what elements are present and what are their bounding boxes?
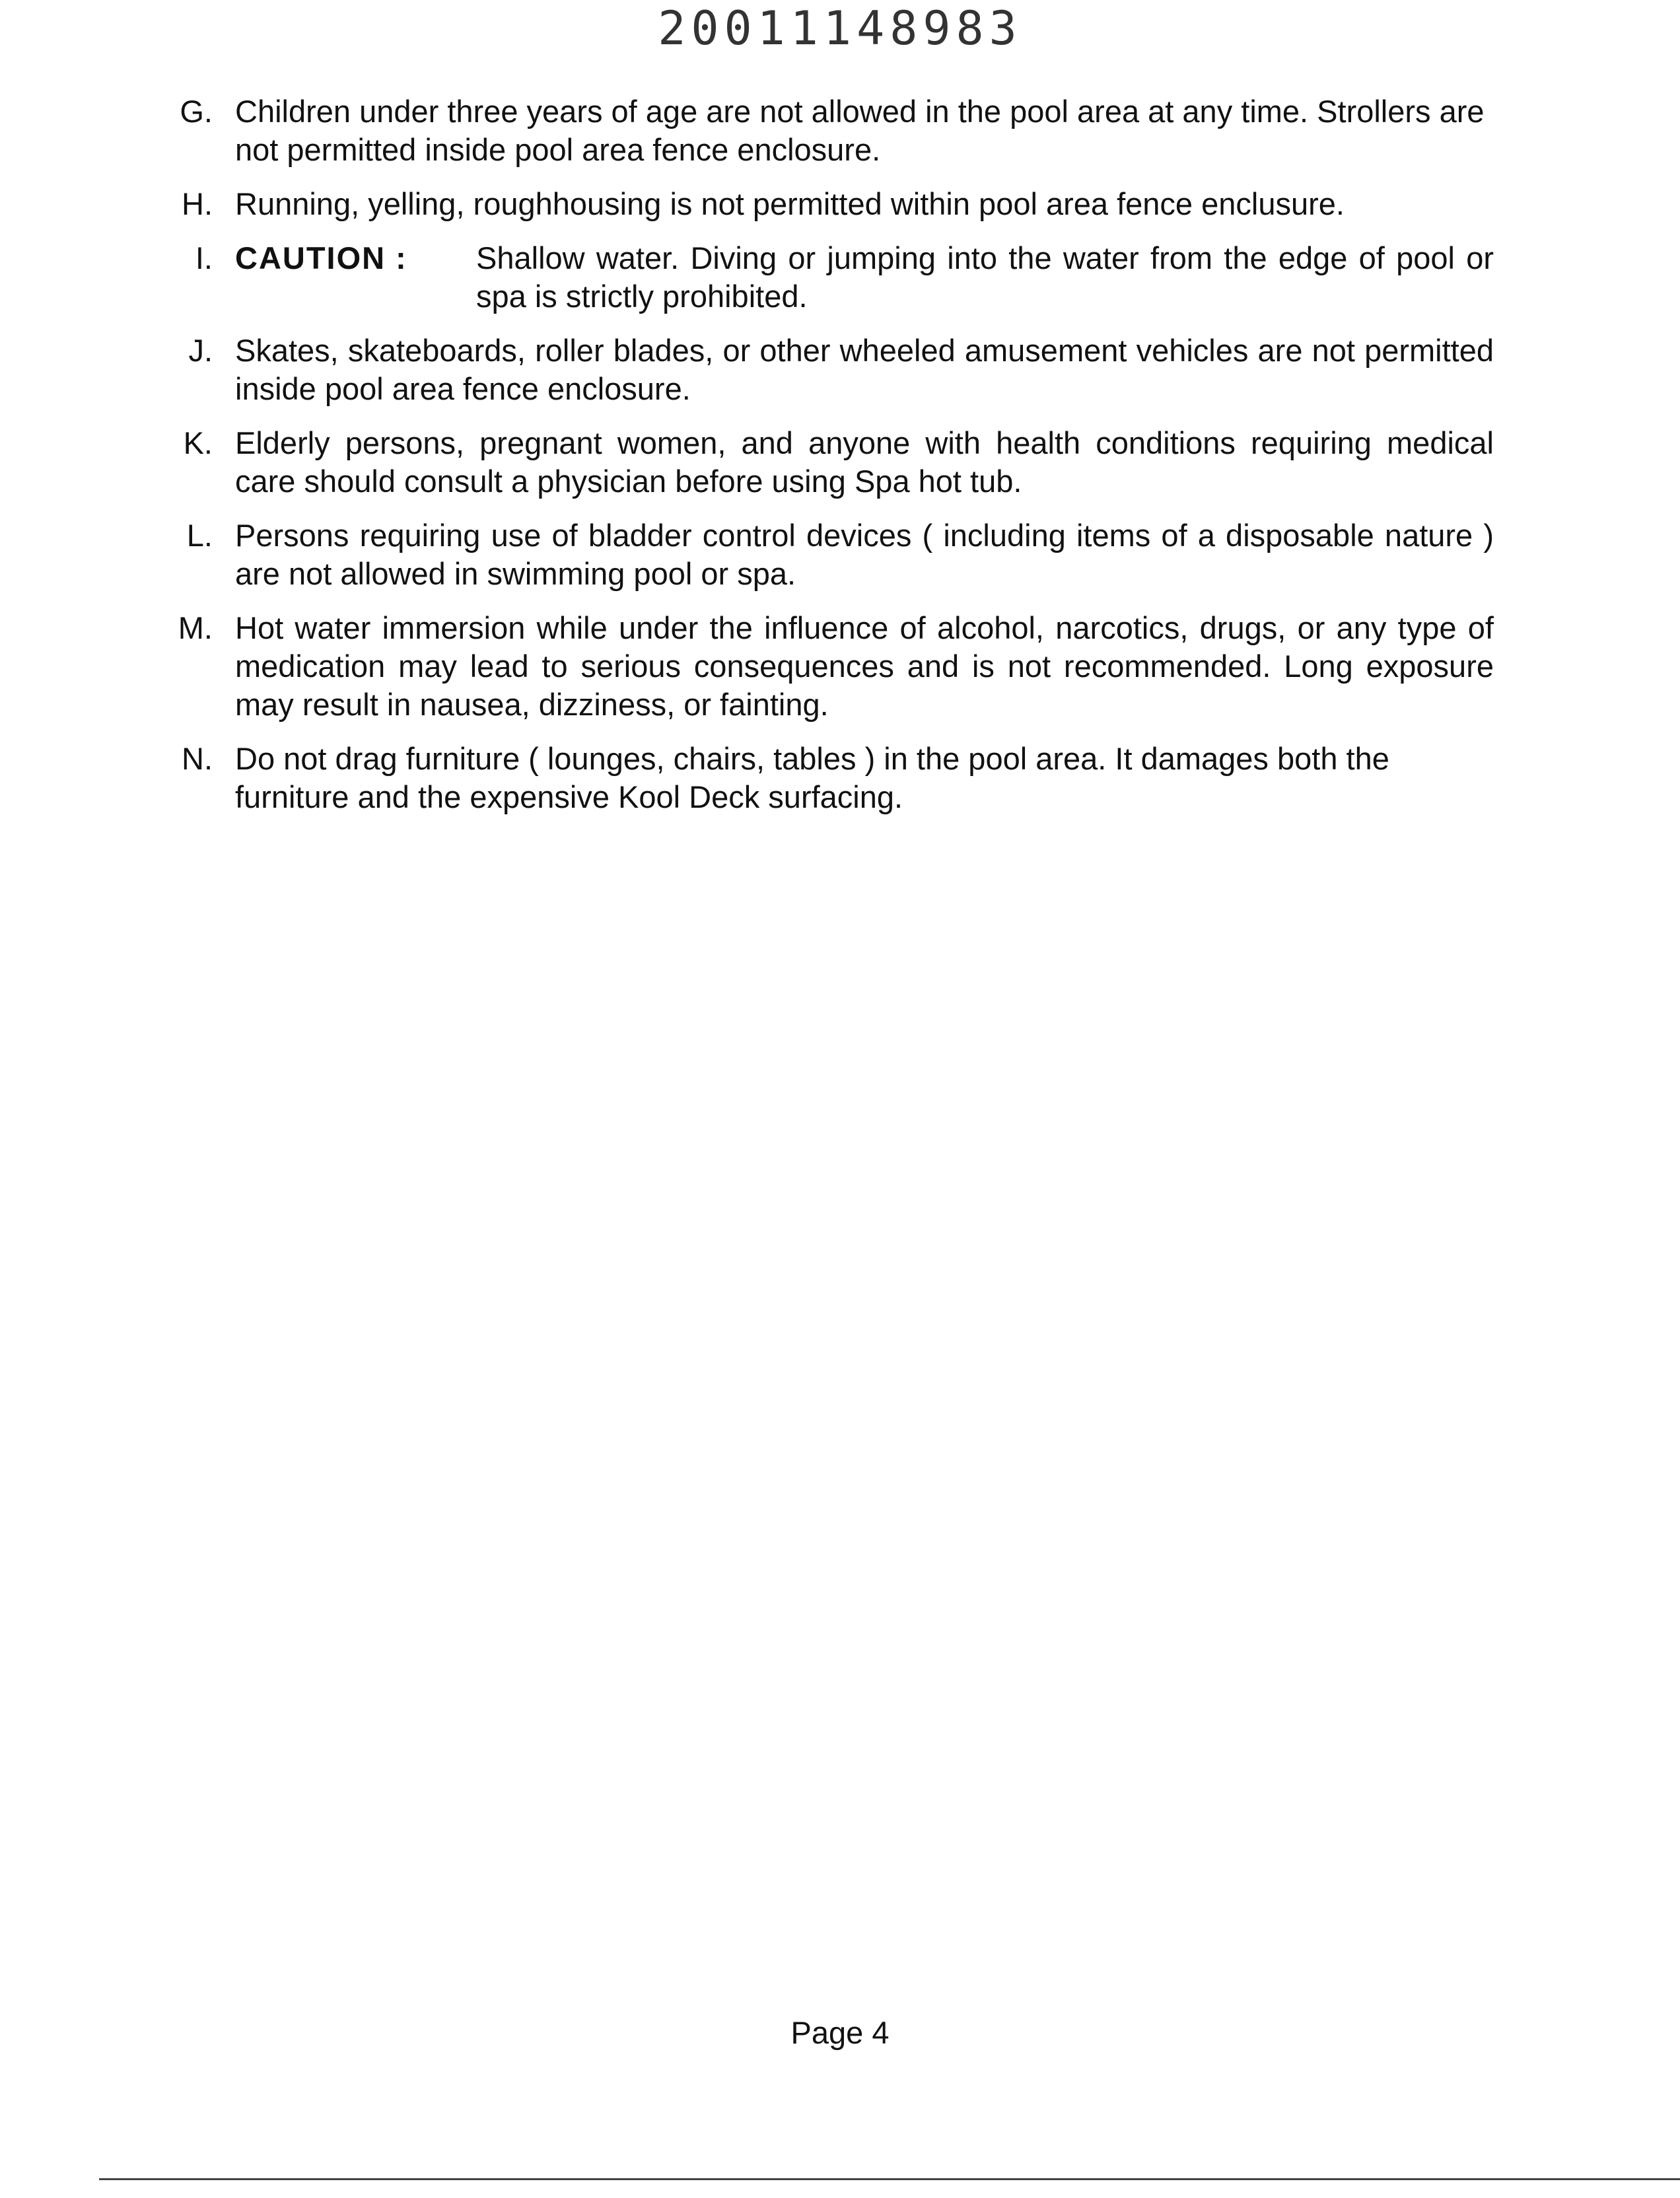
rule-letter: J. xyxy=(188,333,213,368)
rule-letter: M. xyxy=(178,610,213,645)
caution-row xyxy=(235,239,1494,316)
rule-h xyxy=(173,185,1494,223)
rule-letter: I. xyxy=(195,240,213,275)
rule-text: Elderly persons, pregnant women, and anyone with health conditions requiring medical care should consult a physician before using Spa hot tub. xyxy=(235,425,1494,499)
rule-m xyxy=(173,609,1494,724)
rule-text: Children under three years of age are not allowed in the pool area at any time. Strollers are not permitted inside pool area fence enclosure. xyxy=(235,94,1485,167)
rule-letter: N. xyxy=(182,741,213,776)
rule-text: Shallow water. Diving or jumping into the water from the edge of pool or spa is strictly prohibited. xyxy=(476,240,1494,314)
caution-label: CAUTION : xyxy=(235,240,407,275)
rule-letter: H. xyxy=(182,186,213,221)
rule-text: Hot water immersion while under the influence of alcohol, narcotics, drugs, or any type of medication may lead to serious consequences and is not recommended. Long exposure may result in nausea, dizziness, or fainting. xyxy=(235,610,1494,722)
rule-letter: K. xyxy=(183,425,213,460)
document-number: 20011148983 xyxy=(658,1,1022,55)
rule-text: Persons requiring use of bladder control devices ( including items of a disposable nature ) are not allowed in swimming pool or spa. xyxy=(235,518,1494,591)
page-number: Page 4 xyxy=(790,2015,890,2050)
rule-l xyxy=(173,516,1494,593)
rule-k xyxy=(173,424,1494,501)
rule-letter: L. xyxy=(186,518,213,553)
rule-text: Running, yelling, roughhousing is not permitted within pool area fence enclusure. xyxy=(235,186,1345,221)
rule-text: Do not drag furniture ( lounges, chairs, tables ) in the pool area. It damages both the furniture and the expensive Kool Deck surfacing. xyxy=(235,741,1389,814)
rule-text: Skates, skateboards, roller blades, or other wheeled amusement vehicles are not permitted inside pool area fence enclosure. xyxy=(235,333,1494,406)
rules-list xyxy=(173,92,1494,832)
rule-i xyxy=(173,239,1494,316)
rule-g xyxy=(173,92,1494,169)
rule-letter: G. xyxy=(180,94,213,129)
rule-j xyxy=(173,332,1494,408)
rule-n xyxy=(173,740,1494,816)
bottom-divider xyxy=(99,2178,1680,2180)
